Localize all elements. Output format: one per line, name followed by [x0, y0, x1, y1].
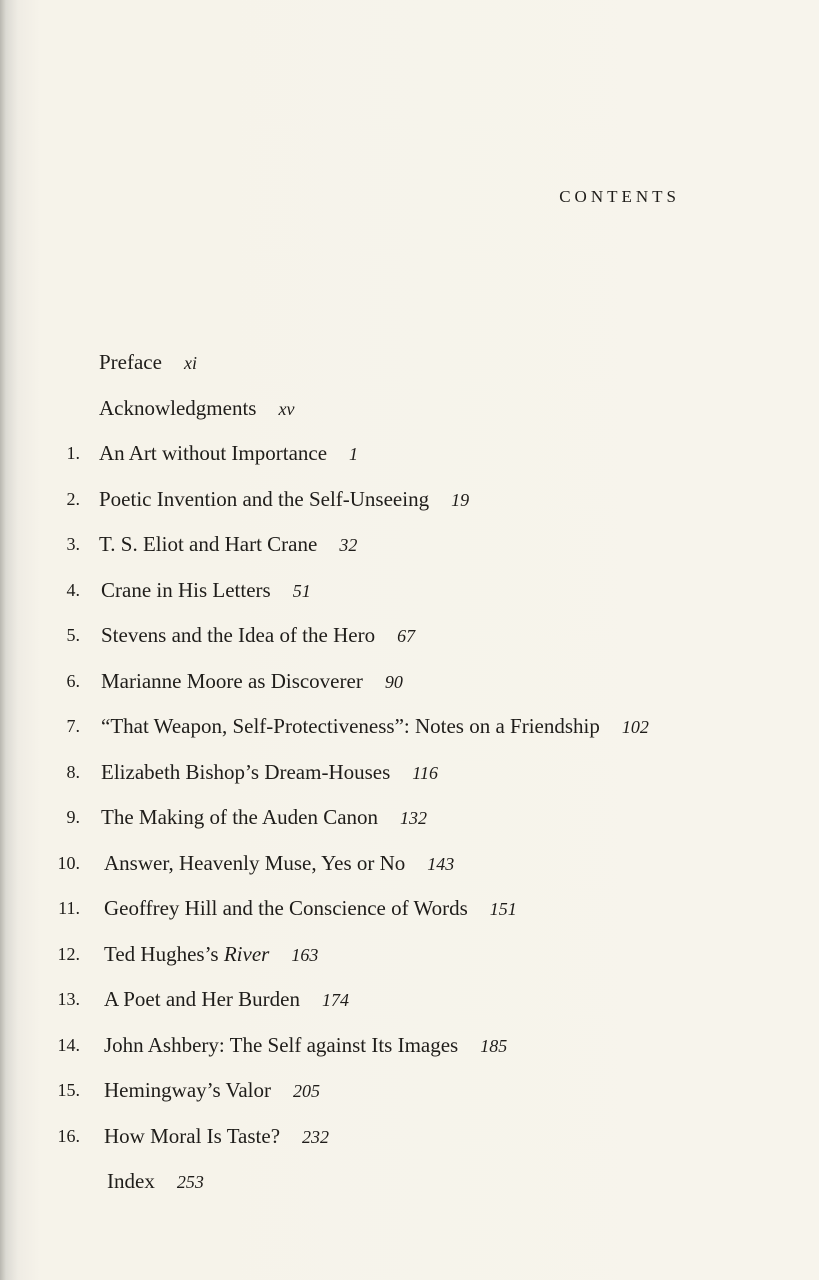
entry-title-wrap — [104, 983, 349, 1016]
entry-title: “That Weapon, Self-Protectiveness”: Notes on a Friendship — [101, 714, 600, 738]
entry-title: Marianne Moore as Discoverer — [101, 668, 363, 693]
toc-entry-acknowledgments — [0, 392, 819, 438]
entry-title: Answer, Heavenly Muse, Yes or No — [104, 850, 406, 875]
toc-entry-6 — [0, 665, 819, 711]
entry-title-wrap — [101, 619, 415, 652]
entry-title-wrap — [99, 392, 294, 425]
entry-title: Crane in His Letters — [101, 577, 271, 602]
entry-number: 2. — [66, 488, 80, 509]
entry-title-wrap — [104, 1029, 507, 1062]
entry-number: 8. — [66, 761, 80, 782]
entry-page: 1 — [349, 444, 359, 464]
entry-number: 3. — [66, 534, 80, 554]
entry-title: Hemingway’s Valor — [104, 1078, 272, 1102]
entry-title-wrap — [104, 892, 517, 925]
entry-title: Acknowledgments — [99, 395, 257, 420]
entry-number: 7. — [66, 716, 80, 736]
toc-entry-index — [0, 1165, 819, 1211]
entry-page: 205 — [293, 1081, 321, 1101]
entry-title-wrap — [104, 1120, 329, 1153]
entry-page: 163 — [291, 944, 319, 965]
entry-page: 151 — [489, 899, 517, 919]
entry-number: 13. — [57, 989, 80, 1009]
entry-page: 116 — [412, 762, 438, 783]
toc-entry-12 — [0, 938, 819, 984]
contents-heading: CONTENTS — [559, 187, 680, 206]
entry-title-italic: River — [223, 941, 270, 966]
entry-title: A Poet and Her Burden — [104, 987, 300, 1011]
entry-title: Elizabeth Bishop’s Dream-Houses — [101, 759, 391, 784]
entry-title-wrap — [101, 756, 438, 789]
entry-title: Poetic Invention and the Self-Unseeing — [99, 486, 430, 511]
toc-entry-3 — [0, 528, 819, 574]
entry-page: 51 — [292, 580, 311, 601]
entry-title-wrap — [99, 483, 469, 516]
entry-number: 14. — [57, 1034, 80, 1055]
entry-number: 11. — [58, 898, 80, 918]
table-of-contents — [0, 346, 819, 1211]
toc-entry-1 — [0, 437, 819, 483]
toc-entry-5 — [0, 619, 819, 665]
toc-entry-15 — [0, 1074, 819, 1120]
entry-title: Index — [107, 1169, 155, 1193]
entry-title: Ted Hughes’s — [104, 941, 219, 966]
entry-title-wrap — [101, 574, 311, 607]
entry-title-wrap — [104, 847, 454, 880]
entry-title-wrap — [99, 437, 358, 470]
toc-entry-11 — [0, 892, 819, 938]
entry-page: 253 — [176, 1172, 204, 1192]
entry-title: Preface — [99, 350, 162, 374]
toc-entry-16 — [0, 1120, 819, 1166]
entry-title-wrap — [101, 801, 427, 834]
entry-page: xi — [183, 353, 197, 373]
entry-page: 174 — [321, 990, 349, 1010]
entry-page: 67 — [397, 626, 416, 646]
entry-title: John Ashbery: The Self against Its Images — [104, 1032, 459, 1057]
toc-entry-2 — [0, 483, 819, 529]
entry-number: 6. — [66, 670, 80, 691]
toc-entry-preface — [0, 346, 819, 392]
entry-page: xv — [278, 398, 295, 419]
entry-number: 16. — [57, 1125, 80, 1146]
entry-title-wrap — [99, 346, 197, 379]
entry-title: Stevens and the Idea of the Hero — [101, 623, 376, 647]
entry-page: 143 — [427, 853, 455, 874]
entry-page: 185 — [480, 1035, 508, 1056]
entry-number: 15. — [57, 1080, 80, 1100]
entry-page: 232 — [302, 1126, 330, 1147]
entry-number: 4. — [66, 579, 80, 600]
entry-title: How Moral Is Taste? — [104, 1123, 281, 1148]
entry-number: 10. — [57, 852, 80, 873]
toc-entry-9 — [0, 801, 819, 847]
entry-page: 102 — [621, 717, 649, 737]
entry-title-wrap — [99, 528, 357, 561]
entry-title-wrap — [104, 938, 318, 971]
toc-entry-8 — [0, 756, 819, 802]
entry-title-wrap — [101, 710, 649, 743]
entry-title: T. S. Eliot and Hart Crane — [99, 532, 318, 556]
entry-number: 5. — [66, 625, 80, 645]
entry-page: 32 — [339, 535, 358, 555]
entry-number: 12. — [57, 943, 80, 964]
entry-page: 132 — [400, 808, 428, 828]
entry-title-wrap — [104, 1074, 320, 1107]
entry-title: An Art without Importance — [99, 441, 328, 465]
entry-title-wrap — [107, 1165, 204, 1198]
entry-title: The Making of the Auden Canon — [101, 805, 379, 829]
toc-entry-13 — [0, 983, 819, 1029]
toc-entry-10 — [0, 847, 819, 893]
entry-page: 19 — [451, 489, 470, 510]
entry-title: Geoffrey Hill and the Conscience of Words — [104, 896, 468, 920]
entry-title-wrap — [101, 665, 403, 698]
toc-entry-7 — [0, 710, 819, 756]
toc-entry-4 — [0, 574, 819, 620]
entry-number: 1. — [66, 443, 80, 463]
entry-page: 90 — [384, 671, 403, 692]
entry-number: 9. — [66, 807, 80, 827]
toc-entry-14 — [0, 1029, 819, 1075]
